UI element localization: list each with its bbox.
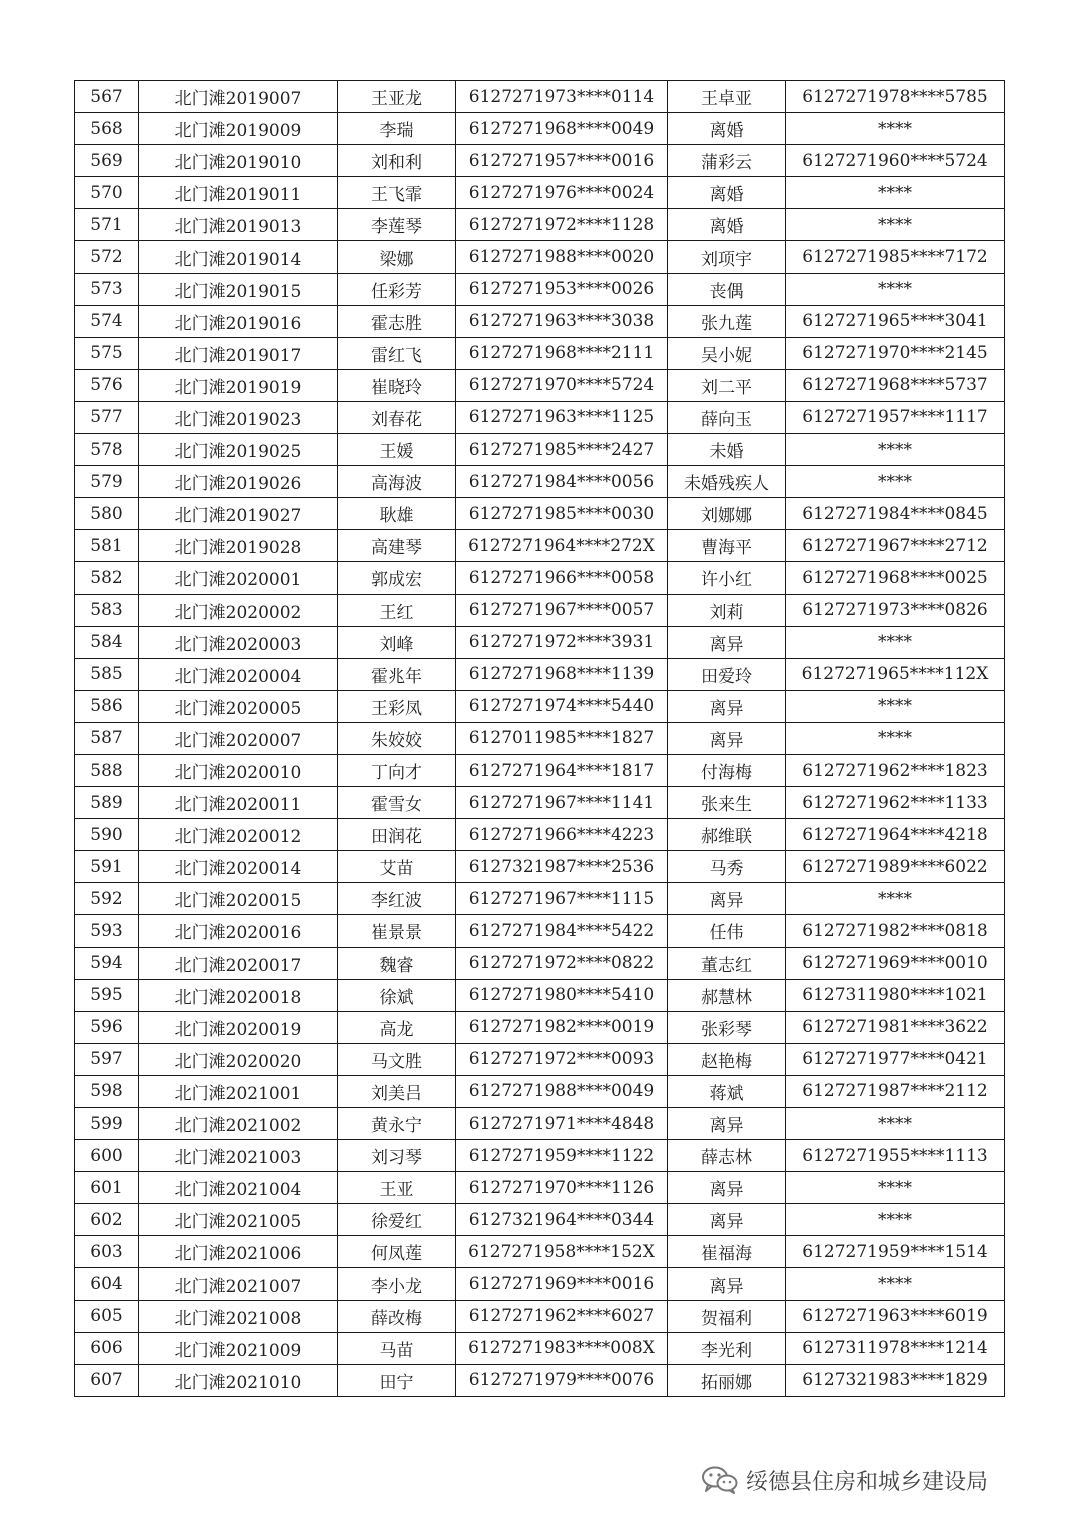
- watermark: [700, 1463, 988, 1497]
- spouse-name-cell: 未婚: [668, 434, 786, 466]
- table-row: [75, 498, 1005, 530]
- seq-cell: 603: [75, 1236, 139, 1268]
- applicant-id-cell: 6127271957****0016: [456, 145, 668, 177]
- house-id-cell: 北门滩2021003: [139, 1140, 338, 1172]
- spouse-name-cell: 马秀: [668, 851, 786, 883]
- table-row: [75, 530, 1005, 562]
- table-row: [75, 434, 1005, 466]
- spouse-name-cell: 刘娜娜: [668, 498, 786, 530]
- table-row: [75, 1140, 1005, 1172]
- spouse-name-cell: 薛志林: [668, 1140, 786, 1172]
- spouse-name-cell: 许小红: [668, 562, 786, 594]
- table-row: [75, 241, 1005, 273]
- applicant-name-cell: 雷红飞: [338, 337, 456, 369]
- applicant-name-cell: 刘美吕: [338, 1075, 456, 1107]
- spouse-name-cell: 离异: [668, 883, 786, 915]
- applicant-name-cell: 薛改梅: [338, 1300, 456, 1332]
- spouse-id-cell: ****: [786, 1172, 1005, 1204]
- applicant-name-cell: 王红: [338, 594, 456, 626]
- applicant-name-cell: 李小龙: [338, 1268, 456, 1300]
- house-id-cell: 北门滩2019013: [139, 209, 338, 241]
- applicant-id-cell: 6127271966****0058: [456, 562, 668, 594]
- spouse-id-cell: 6127311978****1214: [786, 1332, 1005, 1364]
- table-row: [75, 819, 1005, 851]
- spouse-name-cell: 离婚: [668, 177, 786, 209]
- spouse-name-cell: 离婚: [668, 113, 786, 145]
- seq-cell: 591: [75, 851, 139, 883]
- seq-cell: 576: [75, 369, 139, 401]
- seq-cell: 593: [75, 915, 139, 947]
- applicant-id-cell: 6127271980****5410: [456, 979, 668, 1011]
- spouse-id-cell: 6127271987****2112: [786, 1075, 1005, 1107]
- applicant-id-cell: 6127271982****0019: [456, 1011, 668, 1043]
- spouse-id-cell: 6127271955****1113: [786, 1140, 1005, 1172]
- spouse-id-cell: ****: [786, 177, 1005, 209]
- house-id-cell: 北门滩2020010: [139, 754, 338, 786]
- seq-cell: 600: [75, 1140, 139, 1172]
- house-id-cell: 北门滩2021009: [139, 1332, 338, 1364]
- house-id-cell: 北门滩2020007: [139, 722, 338, 754]
- house-id-cell: 北门滩2020003: [139, 626, 338, 658]
- spouse-name-cell: 刘项宇: [668, 241, 786, 273]
- spouse-name-cell: 丧偶: [668, 273, 786, 305]
- applicant-name-cell: 朱姣姣: [338, 722, 456, 754]
- spouse-name-cell: 薛向玉: [668, 401, 786, 433]
- house-id-cell: 北门滩2019027: [139, 498, 338, 530]
- spouse-id-cell: 6127271965****112X: [786, 658, 1005, 690]
- house-id-cell: 北门滩2020020: [139, 1043, 338, 1075]
- table-row: [75, 177, 1005, 209]
- house-id-cell: 北门滩2021001: [139, 1075, 338, 1107]
- table-row: [75, 626, 1005, 658]
- house-id-cell: 北门滩2021005: [139, 1204, 338, 1236]
- applicant-id-cell: 6127271988****0049: [456, 1075, 668, 1107]
- spouse-id-cell: ****: [786, 273, 1005, 305]
- applicant-name-cell: 刘春花: [338, 401, 456, 433]
- applicant-id-cell: 6127271966****4223: [456, 819, 668, 851]
- table-row: [75, 145, 1005, 177]
- spouse-id-cell: 6127311980****1021: [786, 979, 1005, 1011]
- applicant-name-cell: 马文胜: [338, 1043, 456, 1075]
- applicant-id-cell: 6127271972****0093: [456, 1043, 668, 1075]
- applicant-id-cell: 6127271984****0056: [456, 466, 668, 498]
- spouse-name-cell: 张来生: [668, 787, 786, 819]
- seq-cell: 587: [75, 722, 139, 754]
- seq-cell: 607: [75, 1364, 139, 1396]
- applicant-name-cell: 任彩芳: [338, 273, 456, 305]
- seq-cell: 599: [75, 1108, 139, 1140]
- spouse-id-cell: 6127271989****6022: [786, 851, 1005, 883]
- applicant-name-cell: 王媛: [338, 434, 456, 466]
- house-id-cell: 北门滩2020019: [139, 1011, 338, 1043]
- spouse-name-cell: 郝维联: [668, 819, 786, 851]
- spouse-id-cell: ****: [786, 626, 1005, 658]
- spouse-id-cell: 6127271969****0010: [786, 947, 1005, 979]
- seq-cell: 572: [75, 241, 139, 273]
- table-row: [75, 401, 1005, 433]
- table-row: [75, 1043, 1005, 1075]
- applicant-name-cell: 郭成宏: [338, 562, 456, 594]
- spouse-name-cell: 赵艳梅: [668, 1043, 786, 1075]
- spouse-id-cell: 6127321983****1829: [786, 1364, 1005, 1396]
- seq-cell: 581: [75, 530, 139, 562]
- spouse-id-cell: ****: [786, 690, 1005, 722]
- house-id-cell: 北门滩2019007: [139, 81, 338, 113]
- seq-cell: 601: [75, 1172, 139, 1204]
- applicant-name-cell: 艾苗: [338, 851, 456, 883]
- spouse-id-cell: ****: [786, 1108, 1005, 1140]
- spouse-name-cell: 离异: [668, 1172, 786, 1204]
- table-row: [75, 562, 1005, 594]
- house-id-cell: 北门滩2019017: [139, 337, 338, 369]
- applicant-id-cell: 6127011985****1827: [456, 722, 668, 754]
- applicant-name-cell: 高建琴: [338, 530, 456, 562]
- applicant-id-cell: 6127271964****272X: [456, 530, 668, 562]
- seq-cell: 606: [75, 1332, 139, 1364]
- seq-cell: 580: [75, 498, 139, 530]
- spouse-name-cell: 张彩琴: [668, 1011, 786, 1043]
- seq-cell: 567: [75, 81, 139, 113]
- spouse-name-cell: 吴小妮: [668, 337, 786, 369]
- spouse-id-cell: ****: [786, 883, 1005, 915]
- spouse-name-cell: 离异: [668, 1108, 786, 1140]
- spouse-name-cell: 张九莲: [668, 305, 786, 337]
- house-id-cell: 北门滩2020004: [139, 658, 338, 690]
- applicant-id-cell: 6127271973****0114: [456, 81, 668, 113]
- spouse-name-cell: 未婚残疾人: [668, 466, 786, 498]
- table-row: [75, 337, 1005, 369]
- seq-cell: 571: [75, 209, 139, 241]
- spouse-name-cell: 离异: [668, 626, 786, 658]
- applicant-id-cell: 6127271988****0020: [456, 241, 668, 273]
- house-id-cell: 北门滩2019028: [139, 530, 338, 562]
- spouse-id-cell: 6127271965****3041: [786, 305, 1005, 337]
- house-id-cell: 北门滩2020014: [139, 851, 338, 883]
- house-id-cell: 北门滩2019011: [139, 177, 338, 209]
- applicant-id-cell: 6127271968****2111: [456, 337, 668, 369]
- applicant-id-cell: 6127271967****1115: [456, 883, 668, 915]
- applicant-name-cell: 魏睿: [338, 947, 456, 979]
- seq-cell: 605: [75, 1300, 139, 1332]
- spouse-name-cell: 董志红: [668, 947, 786, 979]
- applicant-id-cell: 6127271962****6027: [456, 1300, 668, 1332]
- table-row: [75, 594, 1005, 626]
- seq-cell: 589: [75, 787, 139, 819]
- applicant-id-cell: 6127271985****2427: [456, 434, 668, 466]
- house-id-cell: 北门滩2020018: [139, 979, 338, 1011]
- applicant-name-cell: 刘习琴: [338, 1140, 456, 1172]
- applicant-name-cell: 王亚: [338, 1172, 456, 1204]
- spouse-id-cell: 6127271963****6019: [786, 1300, 1005, 1332]
- applicant-name-cell: 耿雄: [338, 498, 456, 530]
- applicant-name-cell: 高海波: [338, 466, 456, 498]
- seq-cell: 595: [75, 979, 139, 1011]
- house-id-cell: 北门滩2021008: [139, 1300, 338, 1332]
- table-row: [75, 883, 1005, 915]
- applicant-name-cell: 田润花: [338, 819, 456, 851]
- spouse-name-cell: 离婚: [668, 209, 786, 241]
- seq-cell: 575: [75, 337, 139, 369]
- seq-cell: 568: [75, 113, 139, 145]
- house-id-cell: 北门滩2020016: [139, 915, 338, 947]
- spouse-id-cell: 6127271967****2712: [786, 530, 1005, 562]
- table-row: [75, 1332, 1005, 1364]
- spouse-name-cell: 蒋斌: [668, 1075, 786, 1107]
- spouse-name-cell: 王卓亚: [668, 81, 786, 113]
- applicant-name-cell: 崔景景: [338, 915, 456, 947]
- spouse-name-cell: 拓丽娜: [668, 1364, 786, 1396]
- house-id-cell: 北门滩2021007: [139, 1268, 338, 1300]
- house-id-cell: 北门滩2019026: [139, 466, 338, 498]
- table-row: [75, 273, 1005, 305]
- applicant-name-cell: 黄永宁: [338, 1108, 456, 1140]
- seq-cell: 569: [75, 145, 139, 177]
- applicant-id-cell: 6127271979****0076: [456, 1364, 668, 1396]
- applicant-id-cell: 6127271963****3038: [456, 305, 668, 337]
- seq-cell: 574: [75, 305, 139, 337]
- spouse-name-cell: 付海梅: [668, 754, 786, 786]
- applicant-id-cell: 6127271972****1128: [456, 209, 668, 241]
- applicant-id-cell: 6127321987****2536: [456, 851, 668, 883]
- applicant-name-cell: 刘和利: [338, 145, 456, 177]
- seq-cell: 597: [75, 1043, 139, 1075]
- table-row: [75, 979, 1005, 1011]
- seq-cell: 588: [75, 754, 139, 786]
- house-id-cell: 北门滩2019016: [139, 305, 338, 337]
- wechat-icon: [700, 1465, 740, 1495]
- table-row: [75, 754, 1005, 786]
- spouse-id-cell: 6127271964****4218: [786, 819, 1005, 851]
- house-id-cell: 北门滩2020017: [139, 947, 338, 979]
- applicant-name-cell: 徐斌: [338, 979, 456, 1011]
- spouse-id-cell: ****: [786, 434, 1005, 466]
- spouse-id-cell: 6127271981****3622: [786, 1011, 1005, 1043]
- seq-cell: 579: [75, 466, 139, 498]
- house-id-cell: 北门滩2020015: [139, 883, 338, 915]
- applicant-id-cell: 6127271963****1125: [456, 401, 668, 433]
- spouse-name-cell: 蒲彩云: [668, 145, 786, 177]
- spouse-name-cell: 离异: [668, 722, 786, 754]
- applicant-name-cell: 霍雪女: [338, 787, 456, 819]
- spouse-id-cell: 6127271977****0421: [786, 1043, 1005, 1075]
- spouse-id-cell: 6127271962****1823: [786, 754, 1005, 786]
- spouse-id-cell: 6127271985****7172: [786, 241, 1005, 273]
- spouse-id-cell: 6127271982****0818: [786, 915, 1005, 947]
- applicant-name-cell: 李瑞: [338, 113, 456, 145]
- applicant-name-cell: 何凤莲: [338, 1236, 456, 1268]
- house-id-cell: 北门滩2021006: [139, 1236, 338, 1268]
- table-row: [75, 1011, 1005, 1043]
- spouse-name-cell: 任伟: [668, 915, 786, 947]
- seq-cell: 578: [75, 434, 139, 466]
- table-row: [75, 369, 1005, 401]
- spouse-id-cell: 6127271970****2145: [786, 337, 1005, 369]
- table-row: [75, 915, 1005, 947]
- spouse-id-cell: 6127271973****0826: [786, 594, 1005, 626]
- applicant-id-cell: 6127271969****0016: [456, 1268, 668, 1300]
- house-id-cell: 北门滩2021010: [139, 1364, 338, 1396]
- spouse-id-cell: 6127271959****1514: [786, 1236, 1005, 1268]
- house-id-cell: 北门滩2020011: [139, 787, 338, 819]
- applicant-id-cell: 6127271971****4848: [456, 1108, 668, 1140]
- applicant-name-cell: 丁向才: [338, 754, 456, 786]
- house-id-cell: 北门滩2021004: [139, 1172, 338, 1204]
- spouse-name-cell: 贺福利: [668, 1300, 786, 1332]
- seq-cell: 598: [75, 1075, 139, 1107]
- applicant-id-cell: 6127271985****0030: [456, 498, 668, 530]
- table-row: [75, 1300, 1005, 1332]
- house-id-cell: 北门滩2019023: [139, 401, 338, 433]
- spouse-id-cell: 6127271968****0025: [786, 562, 1005, 594]
- spouse-name-cell: 刘二平: [668, 369, 786, 401]
- table-row: [75, 113, 1005, 145]
- applicant-id-cell: 6127271959****1122: [456, 1140, 668, 1172]
- spouse-name-cell: 郝慧林: [668, 979, 786, 1011]
- applicant-id-cell: 6127271983****008X: [456, 1332, 668, 1364]
- table-row: [75, 787, 1005, 819]
- housing-list-table: [74, 80, 1005, 1397]
- spouse-name-cell: 李光利: [668, 1332, 786, 1364]
- applicant-id-cell: 6127271967****1141: [456, 787, 668, 819]
- applicant-name-cell: 刘峰: [338, 626, 456, 658]
- applicant-name-cell: 田宁: [338, 1364, 456, 1396]
- spouse-id-cell: 6127271978****5785: [786, 81, 1005, 113]
- spouse-id-cell: ****: [786, 209, 1005, 241]
- table-row: [75, 947, 1005, 979]
- table-row: [75, 1172, 1005, 1204]
- table-row: [75, 466, 1005, 498]
- seq-cell: 582: [75, 562, 139, 594]
- applicant-name-cell: 王飞霏: [338, 177, 456, 209]
- spouse-id-cell: ****: [786, 466, 1005, 498]
- spouse-name-cell: 田爱玲: [668, 658, 786, 690]
- spouse-id-cell: 6127271984****0845: [786, 498, 1005, 530]
- seq-cell: 590: [75, 819, 139, 851]
- seq-cell: 594: [75, 947, 139, 979]
- seq-cell: 583: [75, 594, 139, 626]
- spouse-id-cell: ****: [786, 722, 1005, 754]
- seq-cell: 602: [75, 1204, 139, 1236]
- house-id-cell: 北门滩2019010: [139, 145, 338, 177]
- seq-cell: 573: [75, 273, 139, 305]
- applicant-id-cell: 6127271958****152X: [456, 1236, 668, 1268]
- applicant-id-cell: 6127271964****1817: [456, 754, 668, 786]
- house-id-cell: 北门滩2019015: [139, 273, 338, 305]
- applicant-name-cell: 徐爱红: [338, 1204, 456, 1236]
- applicant-name-cell: 李红波: [338, 883, 456, 915]
- table-row: [75, 658, 1005, 690]
- applicant-name-cell: 霍兆年: [338, 658, 456, 690]
- table-row: [75, 1204, 1005, 1236]
- spouse-id-cell: 6127271960****5724: [786, 145, 1005, 177]
- table-row: [75, 81, 1005, 113]
- spouse-name-cell: 离异: [668, 1204, 786, 1236]
- applicant-id-cell: 6127271970****5724: [456, 369, 668, 401]
- seq-cell: 586: [75, 690, 139, 722]
- house-id-cell: 北门滩2019025: [139, 434, 338, 466]
- table-row: [75, 1075, 1005, 1107]
- table-row: [75, 1108, 1005, 1140]
- spouse-id-cell: 6127271968****5737: [786, 369, 1005, 401]
- applicant-id-cell: 6127271970****1126: [456, 1172, 668, 1204]
- house-id-cell: 北门滩2019019: [139, 369, 338, 401]
- applicant-name-cell: 王亚龙: [338, 81, 456, 113]
- applicant-name-cell: 王彩凤: [338, 690, 456, 722]
- spouse-name-cell: 离异: [668, 690, 786, 722]
- table-row: [75, 1268, 1005, 1300]
- spouse-id-cell: ****: [786, 1204, 1005, 1236]
- applicant-id-cell: 6127271972****0822: [456, 947, 668, 979]
- spouse-id-cell: 6127271957****1117: [786, 401, 1005, 433]
- applicant-id-cell: 6127271953****0026: [456, 273, 668, 305]
- table-row: [75, 1236, 1005, 1268]
- applicant-id-cell: 6127271967****0057: [456, 594, 668, 626]
- table-row: [75, 209, 1005, 241]
- spouse-id-cell: ****: [786, 1268, 1005, 1300]
- spouse-name-cell: 崔福海: [668, 1236, 786, 1268]
- seq-cell: 584: [75, 626, 139, 658]
- table-row: [75, 690, 1005, 722]
- applicant-name-cell: 高龙: [338, 1011, 456, 1043]
- spouse-name-cell: 离异: [668, 1268, 786, 1300]
- watermark-text: 绥德县住房和城乡建设局: [746, 1469, 989, 1495]
- applicant-id-cell: 6127271968****0049: [456, 113, 668, 145]
- spouse-id-cell: ****: [786, 113, 1005, 145]
- applicant-name-cell: 崔晓玲: [338, 369, 456, 401]
- applicant-id-cell: 6127271984****5422: [456, 915, 668, 947]
- applicant-id-cell: 6127271968****1139: [456, 658, 668, 690]
- table-row: [75, 305, 1005, 337]
- house-id-cell: 北门滩2020012: [139, 819, 338, 851]
- house-id-cell: 北门滩2020001: [139, 562, 338, 594]
- seq-cell: 592: [75, 883, 139, 915]
- spouse-name-cell: 刘莉: [668, 594, 786, 626]
- house-id-cell: 北门滩2020005: [139, 690, 338, 722]
- house-id-cell: 北门滩2019014: [139, 241, 338, 273]
- applicant-name-cell: 霍志胜: [338, 305, 456, 337]
- seq-cell: 596: [75, 1011, 139, 1043]
- seq-cell: 570: [75, 177, 139, 209]
- applicant-id-cell: 6127271972****3931: [456, 626, 668, 658]
- house-id-cell: 北门滩2020002: [139, 594, 338, 626]
- table-row: [75, 722, 1005, 754]
- seq-cell: 585: [75, 658, 139, 690]
- table-row: [75, 851, 1005, 883]
- applicant-name-cell: 梁娜: [338, 241, 456, 273]
- seq-cell: 577: [75, 401, 139, 433]
- seq-cell: 604: [75, 1268, 139, 1300]
- applicant-id-cell: 6127321964****0344: [456, 1204, 668, 1236]
- applicant-name-cell: 李莲琴: [338, 209, 456, 241]
- spouse-id-cell: 6127271962****1133: [786, 787, 1005, 819]
- house-id-cell: 北门滩2021002: [139, 1108, 338, 1140]
- table-body: [75, 81, 1005, 1397]
- applicant-id-cell: 6127271976****0024: [456, 177, 668, 209]
- applicant-name-cell: 马苗: [338, 1332, 456, 1364]
- spouse-name-cell: 曹海平: [668, 530, 786, 562]
- table-row: [75, 1364, 1005, 1396]
- house-id-cell: 北门滩2019009: [139, 113, 338, 145]
- applicant-id-cell: 6127271974****5440: [456, 690, 668, 722]
